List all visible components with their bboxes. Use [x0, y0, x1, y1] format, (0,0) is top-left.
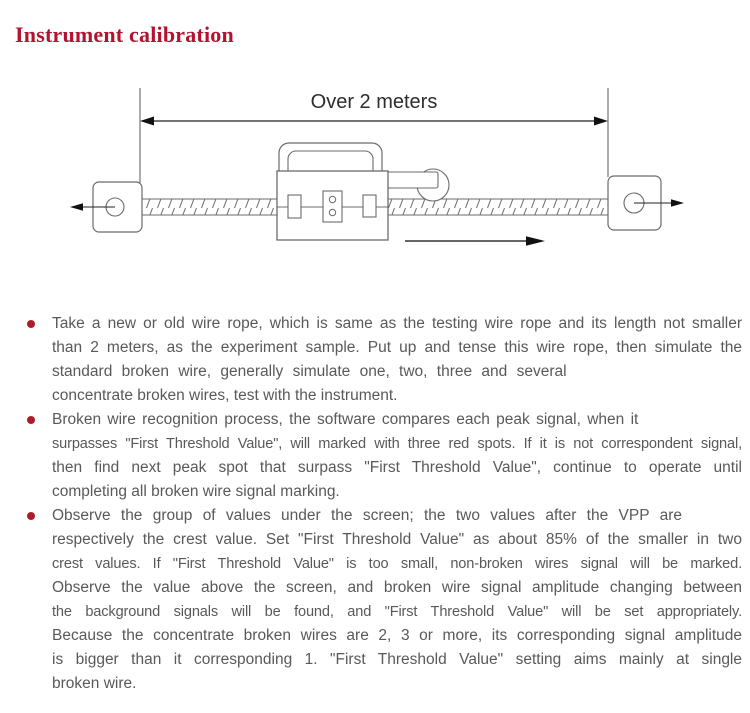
bullet-text-line: Take a new or old wire rope, which is same as the testing wire rope and its length not smaller — [52, 315, 742, 332]
bullet-text-line: Observe the value above the screen, and broken wire signal amplitude changing between — [52, 579, 742, 596]
bullet-text-line: is bigger than it corresponding 1. "First Threshold Value" setting aims mainly at single — [52, 651, 742, 668]
tension-arrow-left — [70, 203, 83, 211]
probe-bar — [387, 172, 438, 188]
motion-arrow — [405, 236, 545, 246]
page-title: Instrument calibration — [15, 22, 234, 47]
list-item — [0, 312, 750, 408]
bullet-text-line: than 2 meters, as the experiment sample. Put up and tense this wire rope, then simulate the — [52, 339, 742, 356]
list-item — [0, 504, 750, 696]
bullet-marker — [27, 512, 35, 520]
sensor-hole-bottom — [329, 209, 335, 215]
bullet-text-line: standard broken wire, generally simulate one, two, three and several — [52, 363, 567, 380]
tension-arrow-right — [671, 199, 684, 207]
clamp-right — [363, 195, 376, 217]
detector-instrument — [277, 143, 449, 240]
wire-rope-diagram — [0, 80, 750, 308]
bullet-text-line: Because the concentrate broken wires are 2, 3 or more, its corresponding signal amplitude — [52, 627, 742, 644]
dimension-line — [140, 117, 608, 126]
right-anchor-block — [608, 176, 684, 230]
bullet-text-line: broken wire. — [52, 675, 137, 692]
bullet-text-line: surpasses "First Threshold Value", will marked with three red spots. If it is not correspondent signal, — [52, 436, 742, 452]
bullet-list — [0, 312, 750, 696]
bullet-text-line: the background signals will be found, and "First Threshold Value" will be set appropriately. — [52, 604, 742, 620]
bullet-text-line: completing all broken wire signal marking. — [52, 483, 340, 500]
sensor-hole-top — [329, 196, 335, 202]
sensor-block — [323, 191, 342, 222]
bullet-marker — [27, 320, 35, 328]
wire-rope-left — [142, 199, 277, 215]
list-item — [0, 408, 750, 504]
bullet-text-line: Broken wire recognition process, the software compares each peak signal, when it — [52, 411, 639, 428]
clamp-left — [288, 195, 301, 218]
bullet-text-line: respectively the crest value. Set "First Threshold Value" as about 85% of the smaller in two — [52, 531, 742, 548]
bullet-text-line: Observe the group of values under the screen; the two values after the VPP are — [52, 507, 682, 524]
bullet-text-line: then find next peak spot that surpass "First Threshold Value", continue to operate until — [52, 459, 742, 476]
left-anchor-block — [70, 182, 142, 232]
wire-rope-right — [388, 199, 608, 215]
bullet-text-line: crest values. If "First Threshold Value" is too small, non-broken wires signal will be marked. — [52, 556, 742, 572]
bullet-marker — [27, 416, 35, 424]
dimension-label: Over 2 meters — [310, 91, 438, 113]
bullet-text-line: concentrate broken wires, test with the instrument. — [52, 387, 398, 404]
